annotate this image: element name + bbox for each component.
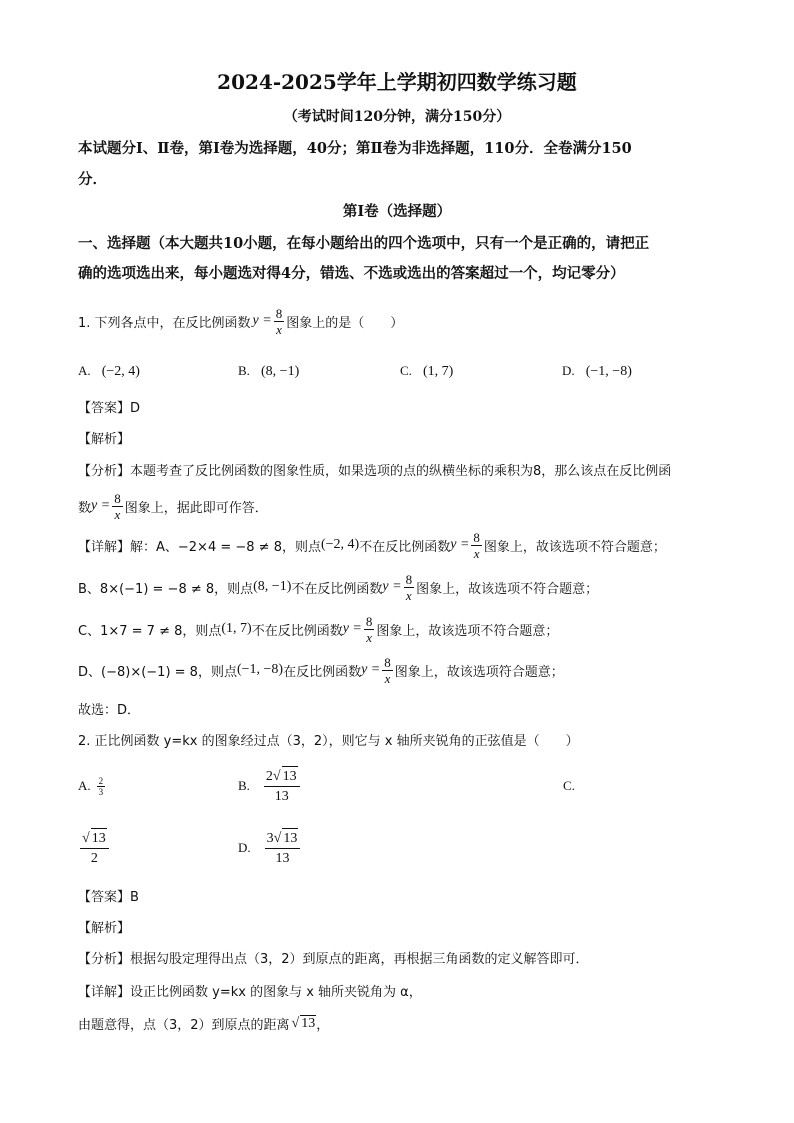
q2-option-a-num: 2 (98, 775, 104, 786)
q1-detail-c-num: 8 (365, 613, 373, 629)
q1-option-a-value: (−2, 4) (101, 364, 140, 379)
q2-option-d-num: 3√ 13 (265, 828, 301, 849)
q1-detail-b-den: x (405, 587, 412, 603)
q1-option-b-letter: B. (238, 363, 250, 378)
exam-info: （考试时间120分钟，满分150分） (283, 109, 511, 125)
q1-detail-a (78, 524, 666, 566)
q1-detail-b-text-3: 图象上，故该选项不符合题意； (416, 581, 599, 597)
q1-stem-part-b: 图象上的是（ ） (286, 315, 404, 331)
q2-answer: 【答案】B (78, 890, 139, 905)
q1-fenxi2-text-a: 数 (78, 500, 92, 516)
q1-fenxi-line-1: 【分析】本题考查了反比例函数的图象性质，如果选项的点的纵横坐标的乘积为8，那么该点在反比例函 (78, 464, 672, 479)
q1-option-c (400, 360, 453, 380)
q2-option-d (238, 826, 302, 870)
q1-detail-a-fraction (471, 530, 482, 561)
q2-option-b-num: 2√ 13 (264, 766, 300, 787)
q1-detail-c-point: (1, 7) (221, 621, 252, 636)
q1-detail-a-text-2: 不在反比例函数 (359, 539, 451, 555)
q2-option-c-value (78, 826, 111, 870)
q1-detail-a-den: x (473, 545, 480, 561)
q1-detail-c (78, 608, 558, 650)
q2-option-a-fraction (97, 776, 106, 797)
question-1-stem (78, 300, 403, 342)
q1-func-denominator: x (276, 321, 282, 337)
q1-option-d-letter: D. (562, 363, 575, 378)
q1-option-c-letter: C. (400, 363, 412, 378)
q1-option-a (78, 360, 140, 380)
q1-answer: 【答案】D (78, 401, 141, 416)
q1-option-a-letter: A. (78, 363, 91, 378)
q1-func-fraction (274, 306, 285, 337)
page-title: 2024-2025学年上学期初四数学练习题 (217, 70, 577, 94)
q1-detail-a-num: 8 (473, 529, 480, 545)
q1-detail-b-text-1: B、8×(−1) = −8 ≠ 8，则点 (78, 581, 254, 597)
q1-detail-b-num: 8 (405, 571, 413, 587)
q1-detail-d-text-1: D、(−8)×(−1) = 8，则点 (78, 664, 237, 680)
q1-option-c-value: (1, 7) (423, 364, 454, 379)
q2-detail-2-radicand: 13 (301, 1016, 316, 1031)
q1-option-d (562, 360, 632, 380)
q1-detail-b-fraction (404, 572, 415, 603)
q2-option-c-fraction (80, 828, 109, 868)
intro-line-2: 分． (78, 171, 107, 188)
q1-option-b (238, 360, 299, 380)
q1-detail-d-text-2: 在反比例函数 (283, 664, 362, 680)
q2-option-c-num: √ 13 (80, 828, 109, 849)
q1-detail-c-fraction (364, 614, 375, 645)
q1-detail-b-point: (8, −1) (253, 579, 292, 594)
q1-conclusion: 故选：D． (78, 703, 141, 718)
q2-option-d-coef: 3 (266, 831, 274, 846)
q1-detail-b-func-lhs: y = (382, 579, 402, 594)
q1-detail-d-den: x (384, 670, 391, 686)
section-instruction-1: 一、选择题（本大题共10小题，在每小题给出的四个选项中，只有一个是正确的，请把正 (78, 235, 650, 252)
q1-detail-a-text-1: 【详解】解：A、−2×4 = −8 ≠ 8，则点 (78, 539, 321, 555)
q2-detail-2 (78, 1014, 329, 1033)
q2-option-d-radicand: 13 (282, 828, 298, 848)
question-2-stem: 2. 正比例函数 y=kx 的图象经过点（3，2），则它与 x 轴所夹锐角的正弦值是（ ） (78, 734, 579, 749)
q1-stem-part-a: 1. 下列各点中，在反比例函数 (78, 315, 251, 331)
q2-detail-2-sqrt: √ 13 (291, 1016, 316, 1031)
q1-fenxi2-num: 8 (114, 490, 121, 506)
q2-option-b-fraction (264, 766, 300, 806)
q1-detail-c-text-2: 不在反比例函数 (251, 623, 343, 639)
q1-func-lhs: y = (252, 313, 272, 328)
q1-detail-b-text-2: 不在反比例函数 (291, 581, 383, 597)
q2-option-c-radicand: 13 (91, 828, 107, 848)
q1-detail-d-func-lhs: y = (361, 662, 381, 677)
q1-detail-a-text-3: 图象上，故该选项不符合题意； (483, 539, 666, 555)
q2-option-a-letter: A. (78, 778, 91, 793)
q1-detail-d-point: (−1, −8) (236, 662, 284, 677)
q1-detail-d-fraction (382, 655, 393, 686)
q2-detail-2-text-b: ， (316, 1018, 330, 1033)
q2-option-c-den: 2 (90, 851, 98, 866)
q2-option-c-letter: C. (563, 778, 575, 793)
q2-analysis-label: 【解析】 (78, 921, 131, 936)
q1-detail-c-den: x (366, 629, 373, 645)
q1-fenxi2-text-b: 图象上，据此即可作答． (124, 500, 268, 516)
q1-detail-c-func-lhs: y = (342, 621, 362, 636)
q1-detail-c-text-1: C、1×7 = 7 ≠ 8，则点 (78, 623, 222, 639)
q2-option-b-radicand: 13 (282, 766, 298, 786)
q1-detail-a-func-lhs: y = (450, 537, 470, 552)
q1-func-numerator: 8 (275, 305, 283, 321)
q2-option-d-fraction (265, 828, 301, 868)
section-instruction-2: 确的选项选出来，每小题选对得4分，错选、不选或选出的答案超过一个，均记零分） (78, 265, 625, 282)
q2-fenxi: 【分析】根据勾股定理得出点（3，2）到原点的距离，再根据三角函数的定义解答即可． (78, 952, 589, 967)
q2-option-b-den: 13 (274, 789, 289, 804)
q1-fenxi-line-2 (78, 485, 268, 527)
q1-detail-d-text-3: 图象上，故该选项符合题意； (394, 664, 564, 680)
q1-detail-c-text-3: 图象上，故该选项不符合题意； (376, 623, 559, 639)
section-title: 第Ⅰ卷（选择题） (342, 203, 452, 220)
q1-option-d-value: (−1, −8) (585, 364, 632, 379)
q1-option-b-value: (8, −1) (261, 364, 300, 379)
q2-option-b-coef: 2 (265, 769, 273, 784)
q1-fenxi2-den: x (114, 506, 121, 522)
q2-option-b (238, 764, 302, 808)
q2-option-b-letter: B. (238, 778, 250, 793)
q2-option-a-den: 3 (98, 786, 104, 797)
intro-line-1: 本试题分Ⅰ、Ⅱ卷，第Ⅰ卷为选择题，40分；第Ⅱ卷为非选择题，110分．全卷满分150 (78, 140, 632, 157)
q1-detail-b (78, 566, 598, 608)
q2-detail-1: 【详解】设正比例函数 y=kx 的图象与 x 轴所夹锐角为 α， (78, 985, 422, 1000)
q1-detail-d-num: 8 (384, 654, 391, 670)
q1-fenxi2-fraction (112, 491, 123, 522)
q1-analysis-label: 【解析】 (78, 432, 131, 447)
q1-detail-d (78, 649, 564, 691)
q2-option-a (78, 768, 107, 804)
q2-option-d-den: 13 (275, 851, 290, 866)
q1-fenxi2-func-lhs: y = (91, 498, 111, 513)
q2-option-d-letter: D. (238, 840, 251, 855)
q1-detail-a-point: (−2, 4) (320, 537, 360, 552)
q2-detail-2-text-a: 由题意得，点（3，2）到原点的距离 (78, 1018, 290, 1033)
